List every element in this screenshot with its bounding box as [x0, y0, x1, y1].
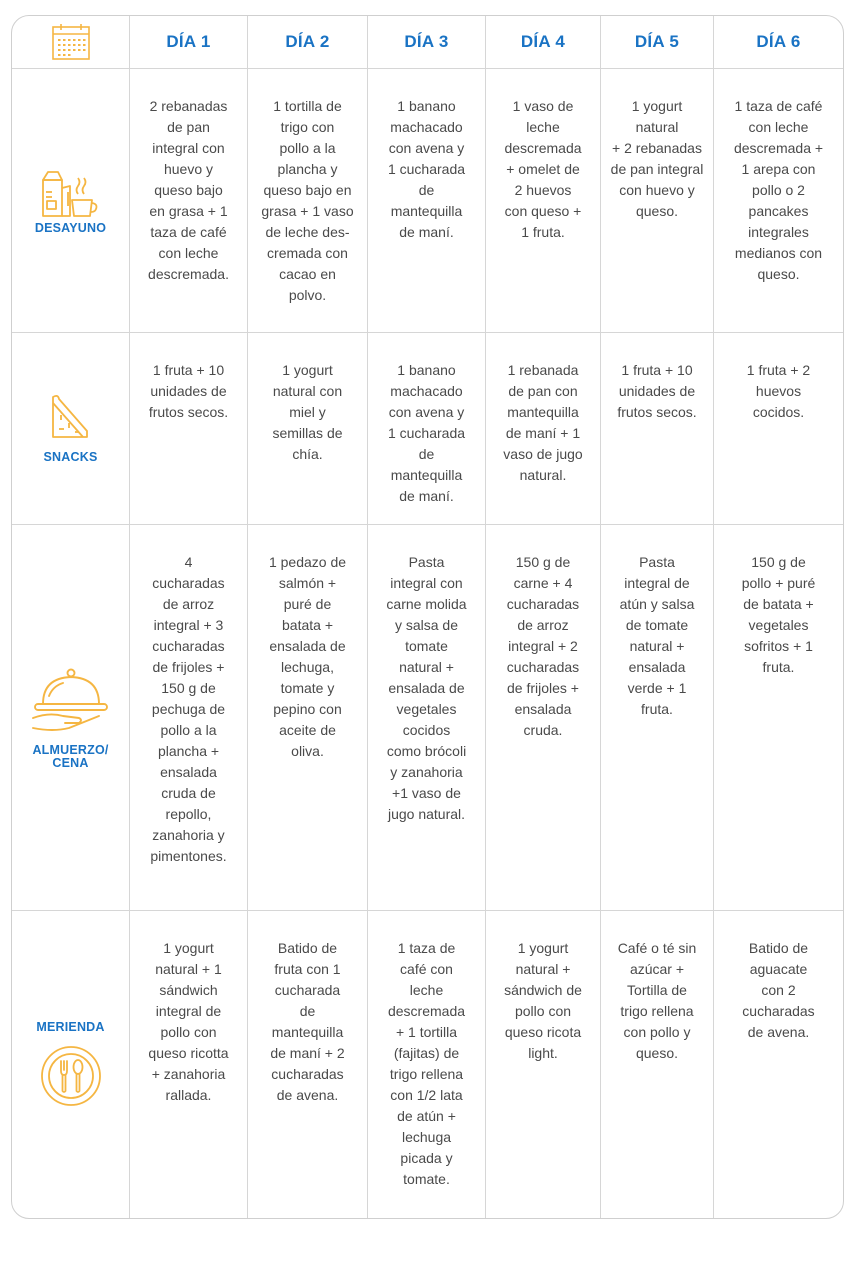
day-header-3: DÍA 3: [368, 16, 486, 69]
row-label-snacks: [12, 333, 130, 525]
meal-label-merienda: MERIENDA: [36, 1020, 105, 1034]
cloche-icon: [29, 666, 113, 738]
cell-desayuno-day5: 1 yogurt natural + 2 rebanadas de pan integral con huevo y queso.: [601, 69, 714, 333]
cell-merienda-day4: 1 yogurt natural + sándwich de pollo con queso ricota light.: [486, 911, 601, 1218]
cell-almuerzo-day4: 150 g de carne + 4 cucharadas de arroz integral + 2 cucharadas de frijoles + ensalada cruda.: [486, 525, 601, 911]
cell-desayuno-day4: 1 vaso de leche descremada + omelet de 2 huevos con queso + 1 fruta.: [486, 69, 601, 333]
day-header-6: DÍA 6: [714, 16, 843, 69]
cell-almuerzo-day2: 1 pedazo de salmón + puré de batata + ensalada de lechuga, tomate y pepino con aceite de oliva.: [248, 525, 368, 911]
meal-label-snacks: SNACKS: [43, 450, 98, 464]
day-header-2: DÍA 2: [248, 16, 368, 69]
cell-almuerzo-day1: 4 cucharadas de arroz integral + 3 cucharadas de frijoles + 150 g de pechuga de pollo a la plancha + ensalada cruda de repollo, zanahoria y pimentones.: [130, 525, 248, 911]
row-label-desayuno: [12, 69, 130, 333]
cell-snacks-day3: 1 banano machacado con avena y 1 cucharada de mantequilla de maní.: [368, 333, 486, 525]
sandwich-icon: [49, 393, 93, 441]
cell-merienda-day2: Batido de fruta con 1 cucharada de mantequilla de maní + 2 cucharadas de avena.: [248, 911, 368, 1218]
row-label-almuerzo-cena: [12, 525, 130, 911]
cell-desayuno-day3: 1 banano machacado con avena y 1 cucharada de mantequilla de maní.: [368, 69, 486, 333]
cell-almuerzo-day5: Pasta integral de atún y salsa de tomate natural + ensalada verde + 1 fruta.: [601, 525, 714, 911]
cell-merienda-day5: Café o té sin azúcar + Tortilla de trigo rellena con pollo y queso.: [601, 911, 714, 1218]
calendar-icon: [51, 23, 91, 61]
day-header-4: DÍA 4: [486, 16, 601, 69]
cell-almuerzo-day6: 150 g de pollo + puré de batata + vegetales sofritos + 1 fruta.: [714, 525, 843, 911]
cell-desayuno-day1: 2 rebanadas de pan integral con huevo y queso bajo en grasa + 1 taza de café con leche descremada.: [130, 69, 248, 333]
meal-label-desayuno: DESAYUNO: [34, 221, 107, 235]
meal-plan-grid: [12, 16, 843, 1218]
header-corner: [12, 16, 130, 69]
day-header-5: DÍA 5: [601, 16, 714, 69]
cell-merienda-day3: 1 taza de café con leche descremada + 1 tortilla (fajitas) de trigo rellena con 1/2 lata de atún + lechuga picada y tomate.: [368, 911, 486, 1218]
cell-snacks-day5: 1 fruta + 10 unidades de frutos secos.: [601, 333, 714, 525]
cell-merienda-day1: 1 yogurt natural + 1 sándwich integral de pollo con queso ricotta + zanahoria rallada.: [130, 911, 248, 1218]
cell-snacks-day6: 1 fruta + 2 huevos cocidos.: [714, 333, 843, 525]
breakfast-icon: [40, 166, 102, 218]
cell-desayuno-day2: 1 tortilla de trigo con pollo a la plancha y queso bajo en grasa + 1 vaso de leche des- cremada con cacao en polvo.: [248, 69, 368, 333]
meal-plan-table: [11, 15, 844, 1219]
cell-almuerzo-day3: Pasta integral con carne molida y salsa de tomate natural + ensalada de vegetales cocidos como brócoli y zanahoria +1 vaso de jugo natural.: [368, 525, 486, 911]
cell-snacks-day4: 1 rebanada de pan con mantequilla de maní + 1 vaso de jugo natural.: [486, 333, 601, 525]
cell-snacks-day2: 1 yogurt natural con miel y semillas de chía.: [248, 333, 368, 525]
cell-desayuno-day6: 1 taza de café con leche descremada + 1 arepa con pollo o 2 pancakes integrales medianos con queso.: [714, 69, 843, 333]
cell-snacks-day1: 1 fruta + 10 unidades de frutos secos.: [130, 333, 248, 525]
day-header-1: DÍA 1: [130, 16, 248, 69]
cell-merienda-day6: Batido de aguacate con 2 cucharadas de avena.: [742, 940, 815, 1040]
row-label-merienda: [12, 911, 130, 1218]
meal-label-almuerzo-cena: ALMUERZO/ CENA: [32, 742, 109, 770]
plate-cutlery-icon: [39, 1044, 103, 1108]
